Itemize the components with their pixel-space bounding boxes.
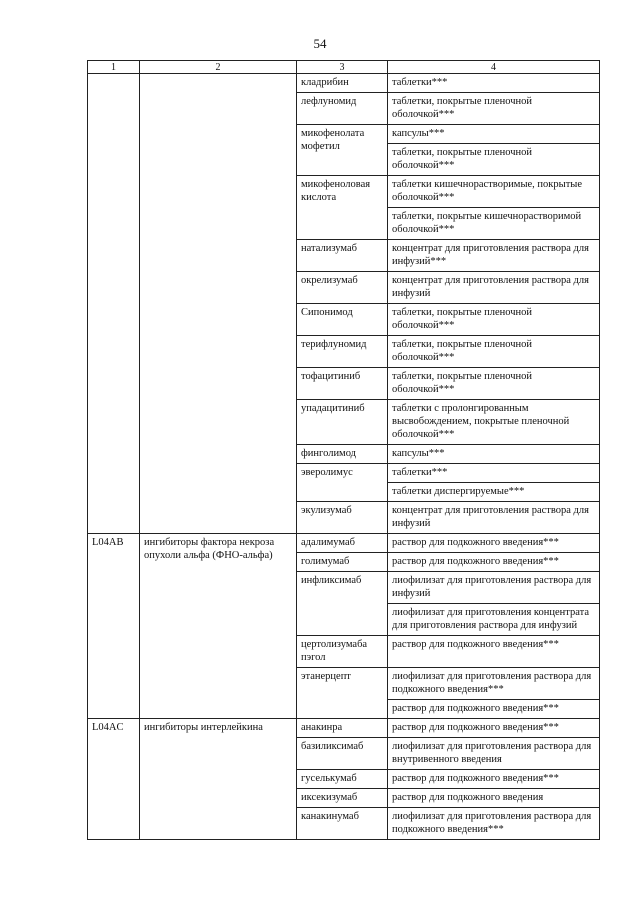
dosage-form: капсулы*** — [388, 125, 600, 144]
drug-name: тофацитиниб — [297, 368, 388, 400]
drug-name: голимумаб — [297, 553, 388, 572]
dosage-form: лиофилизат для приготовления раствора для инфузий — [388, 572, 600, 604]
dosage-form: таблетки, покрытые кишечнорастворимой оболочкой*** — [388, 208, 600, 240]
dosage-form: раствор для подкожного введения*** — [388, 636, 600, 668]
dosage-form: таблетки, покрытые пленочной оболочкой*** — [388, 304, 600, 336]
group-name: ингибиторы фактора некроза опухоли альфа (ФНО-альфа) — [140, 534, 297, 719]
dosage-form: раствор для подкожного введения*** — [388, 770, 600, 789]
column-number-row — [88, 61, 600, 74]
drug-name: цертолизумаба пэгол — [297, 636, 388, 668]
drug-name: терифлуномид — [297, 336, 388, 368]
drug-name: окрелизумаб — [297, 272, 388, 304]
table-body — [88, 74, 600, 840]
dosage-form: лиофилизат для приготовления раствора для внутривенного введения — [388, 738, 600, 770]
dosage-form: лиофилизат для приготовления концентрата для приготовления раствора для инфузий — [388, 604, 600, 636]
table-row — [88, 719, 600, 738]
drug-name: финголимод — [297, 445, 388, 464]
dosage-form: таблетки, покрытые пленочной оболочкой*** — [388, 144, 600, 176]
dosage-form: таблетки диспергируемые*** — [388, 483, 600, 502]
dosage-form: таблетки, покрытые пленочной оболочкой*** — [388, 93, 600, 125]
atc-code: L04AC — [88, 719, 140, 840]
drug-name: лефлуномид — [297, 93, 388, 125]
dosage-form: капсулы*** — [388, 445, 600, 464]
dosage-form: раствор для подкожного введения*** — [388, 553, 600, 572]
dosage-form: лиофилизат для приготовления раствора для подкожного введения*** — [388, 668, 600, 700]
dosage-form: лиофилизат для приготовления раствора для подкожного введения*** — [388, 808, 600, 840]
dosage-form: раствор для подкожного введения*** — [388, 719, 600, 738]
drug-name: анакинра — [297, 719, 388, 738]
drug-name: микофеноловая кислота — [297, 176, 388, 240]
dosage-form: концентрат для приготовления раствора для инфузий — [388, 272, 600, 304]
drug-name: канакинумаб — [297, 808, 388, 840]
drug-table — [87, 60, 600, 840]
dosage-form: таблетки*** — [388, 74, 600, 93]
table-row — [88, 534, 600, 553]
drug-name: адалимумаб — [297, 534, 388, 553]
dosage-form: таблетки, покрытые пленочной оболочкой*** — [388, 368, 600, 400]
column-number: 4 — [388, 61, 600, 74]
drug-name: кладрибин — [297, 74, 388, 93]
dosage-form: таблетки*** — [388, 464, 600, 483]
column-number: 3 — [297, 61, 388, 74]
column-number: 2 — [140, 61, 297, 74]
dosage-form: таблетки, покрытые пленочной оболочкой*** — [388, 336, 600, 368]
dosage-form: таблетки с пролонгированным высвобождением, покрытые пленочной оболочкой*** — [388, 400, 600, 445]
atc-code — [88, 74, 140, 534]
column-number: 1 — [88, 61, 140, 74]
drug-name: базиликсимаб — [297, 738, 388, 770]
page-number: 54 — [313, 36, 327, 51]
dosage-form: раствор для подкожного введения*** — [388, 700, 600, 719]
table-row — [88, 74, 600, 93]
drug-name: эверолимус — [297, 464, 388, 502]
drug-name: Сипонимод — [297, 304, 388, 336]
drug-name: этанерцепт — [297, 668, 388, 719]
drug-name: микофенолата мофетил — [297, 125, 388, 176]
drug-name: натализумаб — [297, 240, 388, 272]
dosage-form: концентрат для приготовления раствора для инфузий*** — [388, 240, 600, 272]
dosage-form: раствор для подкожного введения — [388, 789, 600, 808]
drug-name: экулизумаб — [297, 502, 388, 534]
drug-name: упадацитиниб — [297, 400, 388, 445]
dosage-form: концентрат для приготовления раствора для инфузий — [388, 502, 600, 534]
drug-name: иксекизумаб — [297, 789, 388, 808]
dosage-form: раствор для подкожного введения*** — [388, 534, 600, 553]
dosage-form: таблетки кишечнорастворимые, покрытые оболочкой*** — [388, 176, 600, 208]
group-name — [140, 74, 297, 534]
group-name: ингибиторы интерлейкина — [140, 719, 297, 840]
atc-code: L04AB — [88, 534, 140, 719]
drug-name: инфликсимаб — [297, 572, 388, 636]
drug-name: гуселькумаб — [297, 770, 388, 789]
